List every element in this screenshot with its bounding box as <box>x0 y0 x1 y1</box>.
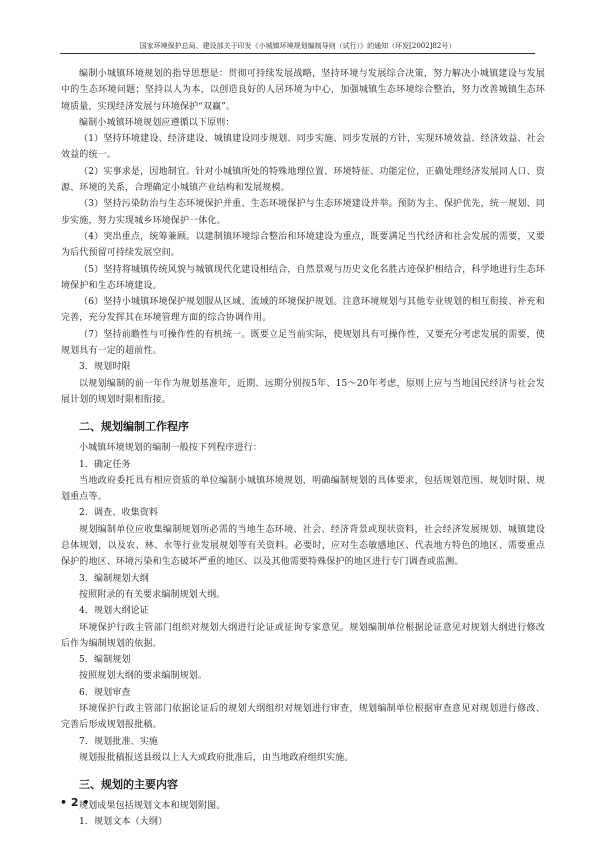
section-heading: 二、规划编制工作程序 <box>79 420 189 434</box>
paragraph: 3．规划时限 <box>79 362 131 373</box>
paragraph: （2）实事求是，因地制宜。针对小城镇所处的特殊地理位置、环境特征、功能定位，正确处理经济发展同人口、资源、环境的关系，合理确定小城镇产业结构和发展规模。 <box>61 166 545 194</box>
paragraph: 小城镇环境规划的编制一般按下列程序进行： <box>79 443 263 454</box>
paragraph: 环境保护行政主管部门组织对规划大纲进行论证或征询专家意见。规划编制单位根据论证意见对规划大纲进行修改后作为编制规划的依据。 <box>61 622 545 649</box>
paragraph: 规划报批稿报送县级以上人大或政府批准后，由当地政府组织实施。 <box>79 752 354 763</box>
paragraph: （5）坚持将城镇传统风貌与城镇现代化建设相结合，自然景观与历史文化名胜古迹保护相结合，科学地进行生态环境保护和生态环境建设。 <box>61 264 545 291</box>
paragraph: 按照附录的有关要求编制规划大纲。 <box>79 589 226 600</box>
paragraph: 4．规划大纲论证 <box>79 606 149 617</box>
section-heading: 三、规划的主要内容 <box>79 778 178 792</box>
paragraph: 5．编制规划 <box>79 655 131 666</box>
paragraph: 1．规划文本（大纲） <box>79 817 168 828</box>
paragraph: 编制小城镇环境规划应遵循以下原则： <box>79 117 235 128</box>
paragraph: （6）坚持小城镇环境保护规划服从区域、流域的环境保护规划。注意环境规划与其他专业规划的相互衔接、补充和完善，充分发挥其在环境管理方面的综合协调作用。 <box>61 297 545 324</box>
paragraph: 规划成果包括规划文本和规划附图。 <box>79 801 226 812</box>
paragraph: 2．调查、收集资料 <box>79 508 159 519</box>
paragraph: 1．确定任务 <box>79 459 131 470</box>
paragraph: （1）坚持环境建设、经济建设、城镇建设同步规划、同步实施、同步发展的方针，实现环境效益、经济效益、社会效益的统一。 <box>61 134 545 161</box>
paragraph: （7）坚持前瞻性与可操作性的有机统一。既要立足当前实际，使规划具有可操作性，又要充分考虑发展的需要，使规划具有一定的超前性。 <box>61 329 545 357</box>
paragraph: 7．规划批准、实施 <box>79 736 159 747</box>
body-text <box>61 66 545 831</box>
paragraph: （4）突出重点，统筹兼顾。以建制镇环境综合整治和环境建设为重点，既要满足当代经济和社会发展的需要，又要为后代预留可持续发展空间。 <box>61 231 545 259</box>
paragraph: 当地政府委托具有相应资质的单位编制小城镇环境规划，明确编制规划的具体要求，包括规划范围、规划时限、规划重点等。 <box>61 475 545 503</box>
paragraph: 以规划编制的前一年作为规划基准年，近期、远期分别按5年、15～20年考虑，原则上应与当地国民经济与社会发展计划的规划时限相衔接。 <box>61 378 545 405</box>
paragraph: 规划编制单位应收集编制规划所必需的当地生态环境、社会、经济背景或现状资料，社会经济发展规划、城镇建设总体规划，以及农、林、水等行业发展规划等有关资料。必要时，应对生态敏感地区、代表地方特色的地区、需要重点保护的地区、环境污染和生态破坏严重的地区、以及其他需要特殊保护的地区进行专门调查或监测。 <box>61 524 545 568</box>
running-header: 国家环境保护总局、建设部关于印发《小城镇环境规划编制导则（试行）》的通知（环发[2002]82号） <box>139 42 456 50</box>
paragraph: 6．规划审查 <box>79 687 131 698</box>
paragraph: （3）坚持污染防治与生态环境保护并重、生态环境保护与生态环境建设并举。预防为主、保护优先，统一规划、同步实施，努力实现城乡环境保护一体化。 <box>61 199 545 226</box>
paragraph: 环境保护行政主管部门依据论证后的规划大纲组织对规划进行审查，规划编制单位根据审查意见对规划进行修改、完善后形成规划报批稿。 <box>61 703 545 731</box>
header-rule <box>60 53 535 54</box>
paragraph: 编制小城镇环境规划的指导思想是：贯彻可持续发展战略，坚持环境与发展综合决策，努力解决小城镇建设与发展中的生态环境问题；坚持以人为本，以创造良好的人居环境为中心，加强城镇生态环境综合整治，努力改善城镇生态环境质量，实现经济发展与环境保护“双赢”。 <box>61 69 545 112</box>
paragraph: 按照规划大纲的要求编制规划。 <box>79 671 208 682</box>
page-number: • 2 • <box>60 796 90 809</box>
paragraph: 3．编制规划大纲 <box>79 573 149 584</box>
